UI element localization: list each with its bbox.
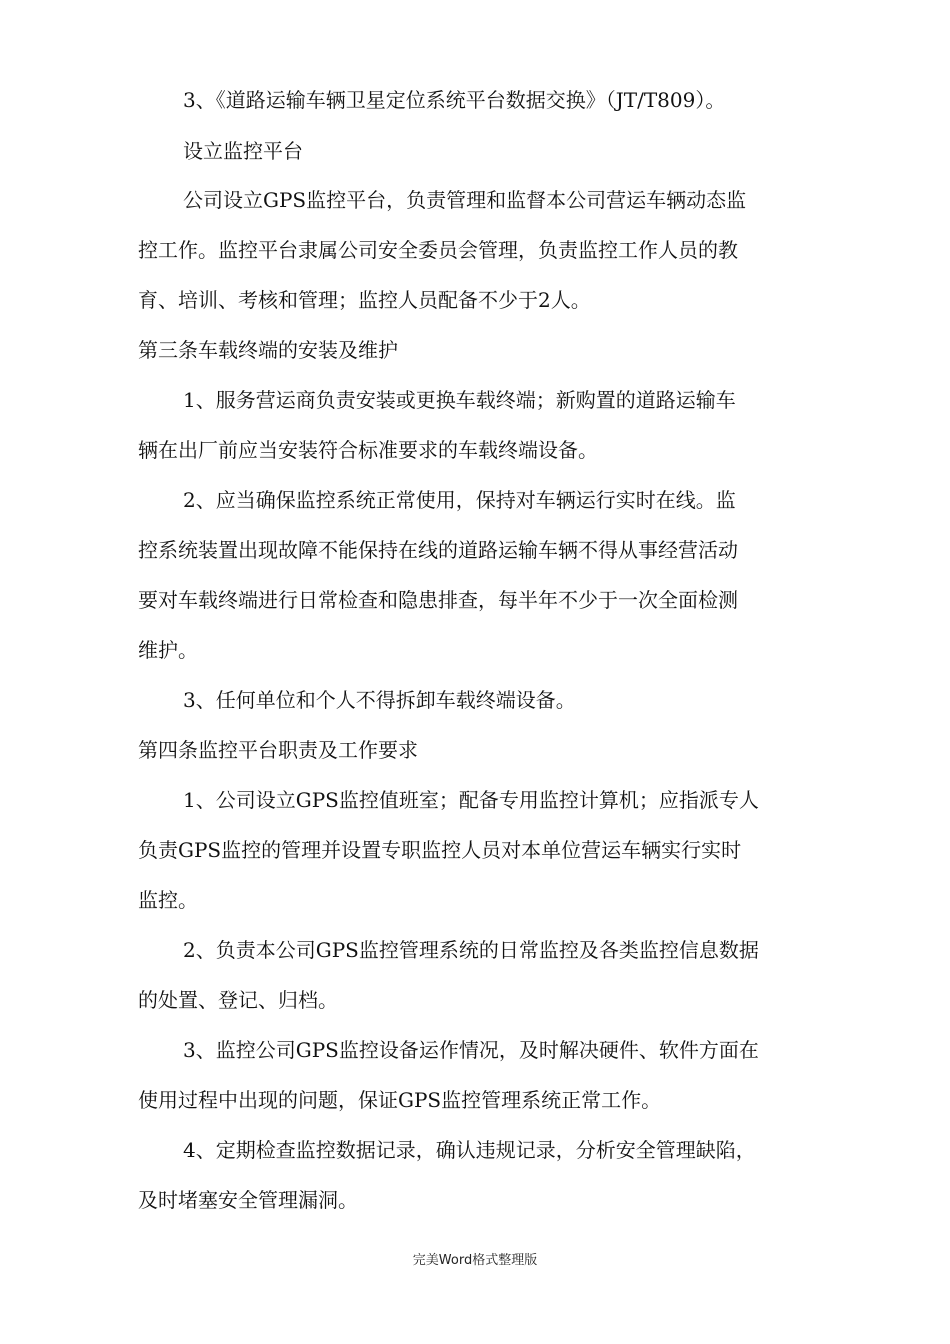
paragraph-line: 3、监控公司GPS监控设备运作情况，及时解决硬件、软件方面在 xyxy=(183,1038,759,1062)
paragraph-line: 辆在出厂前应当安装符合标准要求的车载终端设备。 xyxy=(138,438,598,462)
paragraph-line: 要对车载终端进行日常检查和隐患排查，每半年不少于一次全面检测 xyxy=(138,588,738,612)
paragraph-line: 监控。 xyxy=(138,888,198,912)
page-footer: 完美Word格式整理版 xyxy=(412,1253,538,1268)
paragraph-line: 控工作。监控平台隶属公司安全委员会管理，负责监控工作人员的教 xyxy=(138,238,738,262)
paragraph-line: 育、培训、考核和管理；监控人员配备不少于2人。 xyxy=(138,288,591,312)
article-heading-3: 第三条车载终端的安装及维护 xyxy=(138,338,398,362)
paragraph-line: 1、公司设立GPS监控值班室；配备专用监控计算机；应指派专人 xyxy=(183,788,759,812)
section-heading-platform: 设立监控平台 xyxy=(183,139,303,163)
paragraph-line: 2、应当确保监控系统正常使用，保持对车辆运行实时在线。监 xyxy=(183,488,736,512)
paragraph-line: 负责GPS监控的管理并设置专职监控人员对本单位营运车辆实行实时 xyxy=(138,838,742,862)
paragraph-line: 维护。 xyxy=(138,638,198,662)
paragraph-line: 公司设立GPS监控平台，负责管理和监督本公司营运车辆动态监 xyxy=(183,188,747,212)
paragraph-line: 2、负责本公司GPS监控管理系统的日常监控及各类监控信息数据 xyxy=(183,938,759,962)
paragraph-line: 的处置、登记、归档。 xyxy=(138,988,338,1012)
paragraph-line: 使用过程中出现的问题，保证GPS监控管理系统正常工作。 xyxy=(138,1088,662,1112)
article-heading-4: 第四条监控平台职责及工作要求 xyxy=(138,738,418,762)
paragraph-line: 4、定期检查监控数据记录，确认违规记录，分析安全管理缺陷， xyxy=(183,1138,756,1162)
paragraph-line: 3、任何单位和个人不得拆卸车载终端设备。 xyxy=(183,688,576,712)
paragraph-line: 及时堵塞安全管理漏洞。 xyxy=(138,1188,358,1212)
paragraph-line: 控系统装置出现故障不能保持在线的道路运输车辆不得从事经营活动 xyxy=(138,538,738,562)
list-item-standard-3: 3、《道路运输车辆卫星定位系统平台数据交换》（JT/T809）。 xyxy=(183,88,726,112)
paragraph-line: 1、服务营运商负责安装或更换车载终端；新购置的道路运输车 xyxy=(183,388,736,412)
